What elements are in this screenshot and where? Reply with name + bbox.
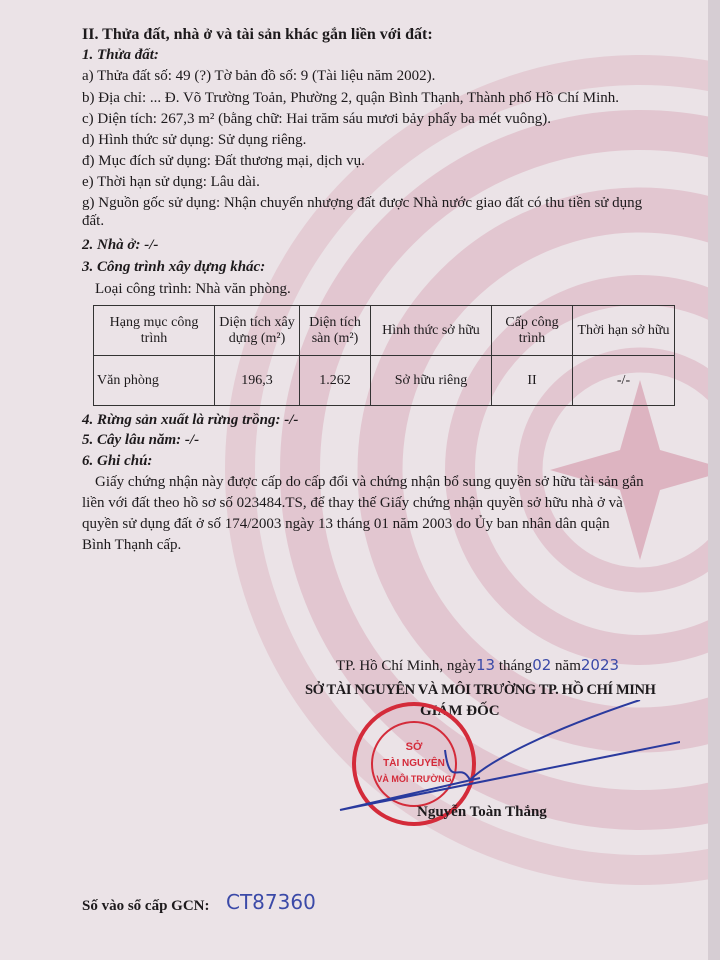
- day: 13: [476, 656, 496, 674]
- works-table: [93, 305, 675, 406]
- cell: -/-: [573, 356, 675, 406]
- header-cell: Hình thức sở hữu: [371, 306, 492, 356]
- svg-text:VÀ MÔI TRƯỜNG: VÀ MÔI TRƯỜNG: [376, 774, 452, 784]
- land-address: b) Địa chỉ: ... Đ. Võ Trường Toản, Phường 2, quận Bình Thạnh, Thành phố Hồ Chí Minh.: [82, 90, 620, 106]
- header-cell: Cấp công trình: [492, 306, 573, 356]
- note-line: Giấy chứng nhận này được cấp do cấp đổi và chứng nhận bổ sung quyền sở hữu tài sản gắn: [95, 474, 644, 490]
- notes-heading: 6. Ghi chú:: [82, 453, 153, 469]
- agency-name: SỞ TÀI NGUYÊN VÀ MÔI TRƯỜNG TP. HỒ CHÍ MINH: [305, 682, 656, 698]
- svg-text:TÀI NGUYÊN: TÀI NGUYÊN: [383, 758, 445, 769]
- land-origin-cont: đất.: [82, 213, 105, 229]
- registry-label: Số vào sổ cấp GCN:: [82, 898, 210, 914]
- header-cell: Diện tích xây dựng (m²): [215, 306, 300, 356]
- land-origin: g) Nguồn gốc sử dụng: Nhận chuyển nhượng đất được Nhà nước giao đất có thu tiền sử dụng: [82, 195, 643, 211]
- date-prefix: TP. Hồ Chí Minh, ngày: [336, 658, 477, 674]
- other-works-heading: 3. Công trình xây dựng khác:: [82, 259, 266, 275]
- land-parcel: a) Thửa đất số: 49 (?) Tờ bản đồ số: 9 (Tài liệu năm 2002).: [82, 68, 436, 84]
- note-line: quyền sử dụng đất ở số 174/2003 ngày 13 tháng 01 năm 2003 do Ủy ban nhân dân quận: [82, 516, 610, 532]
- month-label: tháng: [498, 658, 533, 674]
- section-title: II. Thửa đất, nhà ở và tài sản khác gắn liền với đất:: [82, 26, 433, 43]
- cell: 1.262: [300, 356, 371, 406]
- header-cell: Hạng mục công trình: [94, 306, 215, 356]
- cell: 196,3: [215, 356, 300, 406]
- signer-title: GIÁM ĐỐC: [420, 703, 500, 719]
- land-purpose: đ) Mục đích sử dụng: Đất thương mại, dịch vụ.: [82, 153, 365, 169]
- cell: Văn phòng: [94, 356, 215, 406]
- cell: Sở hữu riêng: [371, 356, 492, 406]
- land-usage-form: d) Hình thức sử dụng: Sử dụng riêng.: [82, 132, 307, 148]
- header-cell: Thời hạn sở hữu: [573, 306, 675, 356]
- note-line: Bình Thạnh cấp.: [82, 537, 182, 553]
- year-label: năm: [555, 658, 581, 674]
- header-cell: Diện tích sàn (m²): [300, 306, 371, 356]
- signer-name: Nguyễn Toàn Thắng: [417, 804, 547, 820]
- house-heading: 2. Nhà ở: -/-: [82, 237, 159, 253]
- year: 2023: [580, 656, 620, 674]
- registry-number: CT87360: [226, 890, 316, 914]
- forest-heading: 4. Rừng sản xuất là rừng trồng: -/-: [82, 412, 299, 428]
- land-heading: 1. Thửa đất:: [82, 47, 159, 63]
- land-area: c) Diện tích: 267,3 m² (bằng chữ: Hai trăm sáu mươi bảy phẩy ba mét vuông).: [82, 111, 551, 127]
- table-header-row: [94, 306, 675, 356]
- month: 02: [532, 656, 552, 674]
- cell: II: [492, 356, 573, 406]
- svg-text:SỞ: SỞ: [405, 741, 423, 753]
- perennial-heading: 5. Cây lâu năm: -/-: [82, 432, 200, 448]
- sign-date: [336, 656, 619, 675]
- work-type: Loại công trình: Nhà văn phòng.: [95, 281, 291, 297]
- note-line: liền với đất theo hồ sơ số 023484.TS, để thay thế Giấy chứng nhận quyền sở hữu nhà ở và: [82, 495, 623, 511]
- land-term: e) Thời hạn sử dụng: Lâu dài.: [82, 174, 260, 190]
- table-row: [94, 356, 675, 406]
